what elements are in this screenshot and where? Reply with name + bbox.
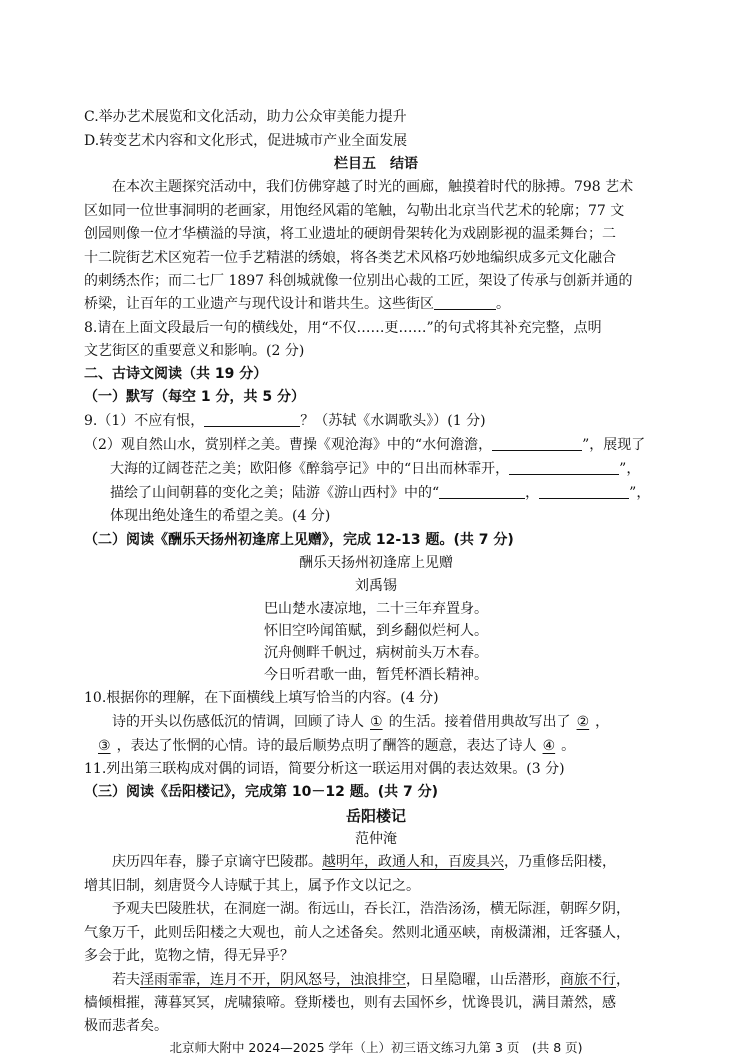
section-five-title: 栏目五 结语: [334, 156, 418, 172]
question-8-line-2: 文艺街区的重要意义和影响。(2 分): [84, 343, 305, 359]
option-c: C.举办艺术展览和文化活动，助力公众审美能力提升: [84, 109, 407, 125]
para-line-2: 区如同一位世事洞明的老画家，用饱经风霜的笔触，勾勒出北京当代艺术的轮廓；77 文: [84, 203, 625, 219]
essay-line-7: 樯倾楫摧，薄暮冥冥，虎啸猿啼。登斯楼也，则有去国怀乡，忧谗畏讥，满目萧然，感: [84, 995, 616, 1011]
question-9-1: 9.（1）不应有恨， ？（苏轼《水调歌头》）(1 分): [84, 413, 486, 429]
subsection-one-heading: （一）默写（每空 1 分，共 5 分）: [84, 389, 305, 405]
section-two-heading: 二、古诗文阅读（共 19 分）: [84, 366, 268, 382]
subsection-three-heading: （三）阅读《岳阳楼记》，完成第 10－12 题。(共 7 分): [84, 784, 438, 800]
essay-line-6: 若夫淫雨霏霏，连月不开，阴风怒号，浊浪排空，日星隐曜，山岳潜形，商旅不行，: [112, 972, 630, 988]
para-line-5: 的刺绣杰作；而二七厂 1897 科创城就像一位别出心裁的工匠，架设了传承与创新并通的: [84, 273, 633, 289]
answer-blank[interactable]: [539, 484, 629, 499]
essay-line-4: 气象万千，此则岳阳楼之大观也，前人之述备矣。然则北通巫峡，南极潇湘，迁客骚人，: [84, 925, 630, 941]
poem-line-3: 沉舟侧畔千帆过，病树前头万木春。: [264, 645, 488, 661]
blank-marker-1[interactable]: ①: [370, 714, 383, 730]
blank-marker-3[interactable]: ③: [98, 738, 111, 754]
essay-line-2: 增其旧制，刻唐贤今人诗赋于其上，属予作文以记之。: [84, 878, 420, 894]
para-line-3: 创园则像一位才华横溢的导演，将工业遗址的硬朗骨架转化为戏剧影视的温柔舞台；二: [84, 226, 616, 242]
question-8-line-1: 8.请在上面文段最后一句的横线处，用“不仅……更……”的句式将其补充完整，点明: [84, 320, 602, 336]
essay-line-8: 极而悲者矣。: [84, 1018, 168, 1034]
answer-blank[interactable]: [204, 412, 300, 427]
question-11: 11.列出第三联构成对偶的词语，简要分析这一联运用对偶的表达效果。(3 分): [84, 761, 565, 777]
poem-line-2: 怀旧空吟闻笛赋，到乡翻似烂柯人。: [264, 623, 488, 639]
answer-blank[interactable]: [509, 460, 619, 475]
underlined-phrase: 越明年，政通人和，百废具兴: [322, 854, 504, 870]
underlined-phrase: 淫雨霏霏，连月不开，阴风怒号，浊浪排空: [140, 972, 406, 988]
blank-marker-4[interactable]: ④: [542, 738, 556, 754]
para-line-4: 十二院街艺术区宛若一位手艺精湛的绣娘，将各类艺术风格巧妙地编织成多元文化融合: [84, 250, 616, 266]
poem-title: 酬乐天扬州初逢席上见赠: [299, 555, 453, 571]
answer-blank[interactable]: [434, 295, 496, 310]
para-line-6: 桥梁，让百年的工业遗产与现代设计和谐共生。这些街区 。: [84, 296, 510, 312]
question-9-2-line-3: 描绘了山间朝暮的变化之美；陆游《游山西村》中的“ ， ”，: [110, 485, 651, 501]
question-9-2-line-2: 大海的辽阔苍茫之美；欧阳修《醉翁亭记》中的“日出而林霏开， ”，: [110, 461, 641, 477]
poem-line-1: 巴山楚水凄凉地，二十三年弃置身。: [264, 601, 488, 617]
question-10-line-2: ③ ，表达了怅惘的心情。诗的最后顺势点明了酬答的题意，表达了诗人 ④ 。: [84, 736, 680, 756]
poem-line-4: 今日听君歌一曲，暂凭杯酒长精神。: [264, 667, 488, 683]
page-footer: 北京师大附中 2024—2025 学年（上）初三语文练习九第 3 页 (共 8 页): [169, 1040, 583, 1055]
subsection-two-heading: （二）阅读《酬乐天扬州初逢席上见赠》，完成 12-13 题。(共 7 分): [84, 532, 514, 548]
question-10-line-1: 诗的开头以伤感低沉的情调，回顾了诗人 ① 的生活。接着借用典故写出了 ② ，: [112, 714, 610, 730]
essay-author: 范仲淹: [355, 831, 397, 847]
underlined-phrase: 商旅不行: [560, 972, 616, 988]
para-line-1: 在本次主题探究活动中，我们仿佛穿越了时光的画廊，触摸着时代的脉搏。798 艺术: [112, 179, 634, 195]
answer-blank[interactable]: [439, 484, 525, 499]
question-9-2-line-4: 体现出绝处逢生的希望之美。(4 分): [110, 508, 331, 524]
question-10: 10.根据你的理解，在下面横线上填写恰当的内容。(4 分): [84, 690, 439, 706]
essay-line-1: 庆历四年春，滕子京谪守巴陵郡。越明年，政通人和，百废具兴，乃重修岳阳楼，: [112, 854, 616, 870]
essay-line-3: 予观夫巴陵胜状，在洞庭一湖。衔远山，吞长江，浩浩汤汤，横无际涯，朝晖夕阴，: [112, 901, 630, 917]
question-9-2-line-1: （2）观自然山水，赏别样之美。曹操《观沧海》中的“水何澹澹， ”，展现了: [84, 437, 646, 453]
option-d: D.转变艺术内容和文化形式，促进城市产业全面发展: [84, 133, 408, 149]
essay-line-5: 多会于此，览物之情，得无异乎？: [84, 948, 294, 964]
answer-blank[interactable]: [492, 436, 582, 451]
poem-author: 刘禹锡: [355, 578, 397, 594]
essay-title: 岳阳楼记: [345, 807, 406, 825]
blank-marker-2[interactable]: ②: [576, 714, 590, 730]
